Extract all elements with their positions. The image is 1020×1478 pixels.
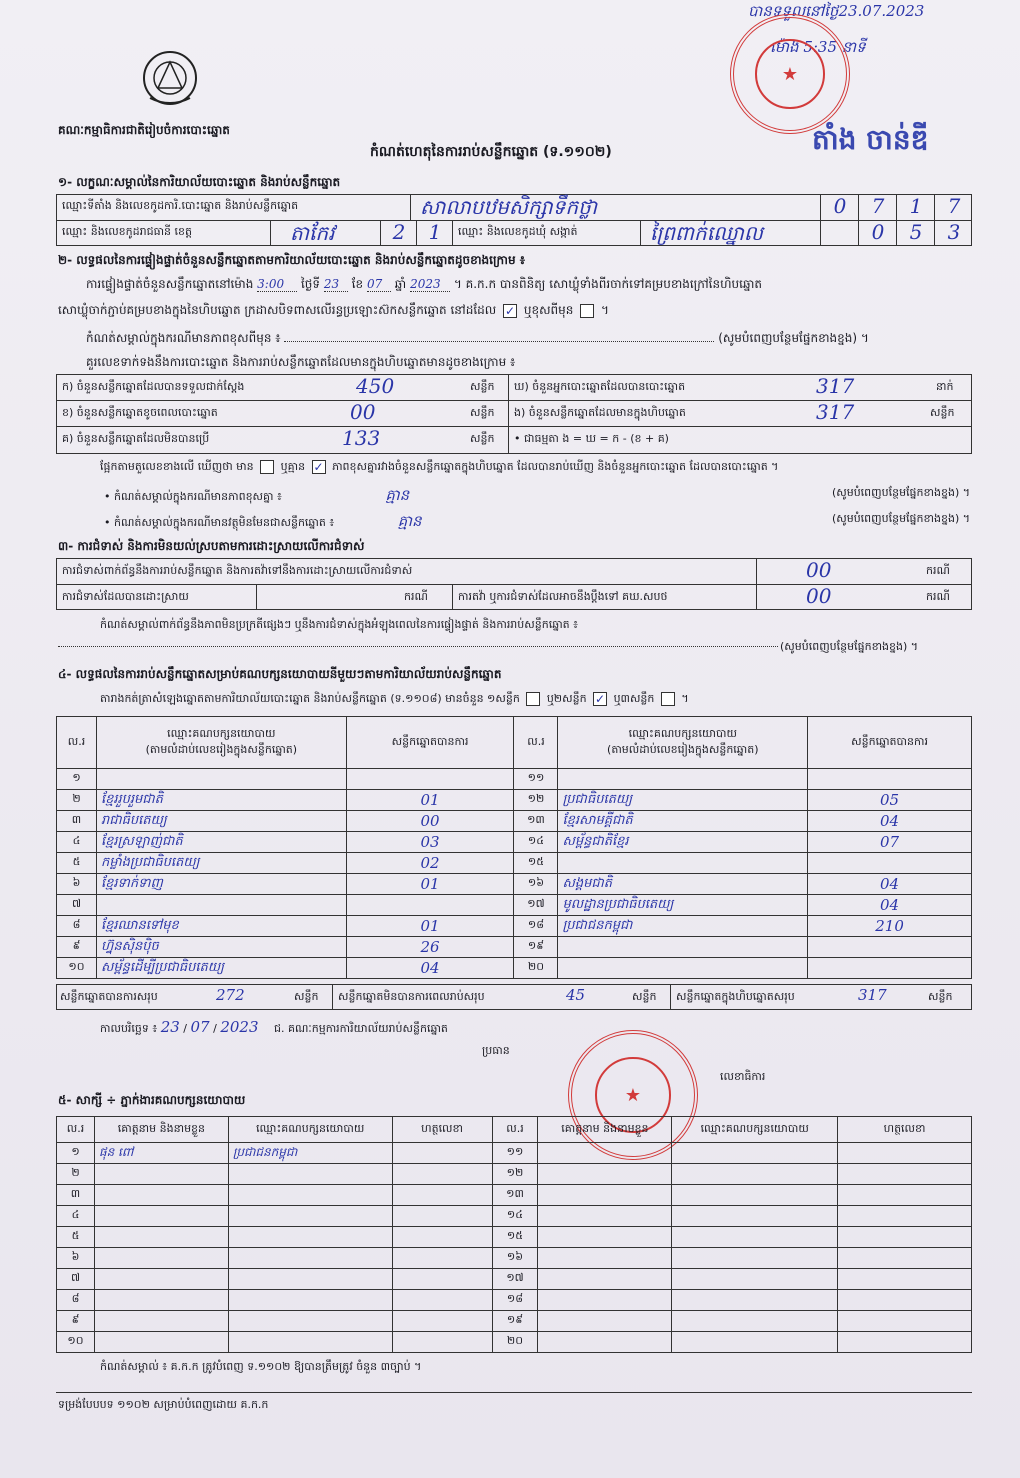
cell-no: ៩ xyxy=(57,937,97,958)
cell-party xyxy=(96,895,346,916)
cell-party xyxy=(228,1164,392,1185)
table-row xyxy=(57,1269,972,1290)
objection-row1-label: ការជំទាស់ពាក់ព័ន្ធនឹងការរាប់សន្លឹកឆ្នោត និងការតវ៉ាទៅនឹងការដោះស្រាយលើការជំទាស់ xyxy=(62,564,413,577)
cell-name xyxy=(538,1164,672,1185)
location-code-digit: 7 xyxy=(871,194,885,218)
section4-title: ៤- លទ្ធផលនៃការរាប់សន្លឹកឆ្នោតសម្រាប់គណបក្សនយោបាយនីមួយៗតាមការិយាល័យរាប់សន្លឹកឆ្នោត xyxy=(58,667,502,681)
para1-text: ការផ្ទៀងផ្ទាត់ចំនួនសន្លឹកឆ្នោតនៅម៉ោង xyxy=(86,277,254,291)
para1-day-label: ថ្ងៃទី xyxy=(301,277,321,291)
cell-party: សង្គមជាតិ xyxy=(558,874,808,895)
cell-no: ៩ xyxy=(57,1311,95,1332)
cell-votes: 01 xyxy=(346,790,514,811)
cell-party: ប្រជាជនកម្ពុជា xyxy=(558,916,808,937)
count-c-value: 133 xyxy=(342,426,381,450)
cell-party: ខ្មែរសាមគ្គីជាតិ xyxy=(558,811,808,832)
table-row xyxy=(57,958,972,979)
col-no: ល.រ xyxy=(492,1117,538,1143)
unit-label: សន្លឹក xyxy=(470,406,495,419)
col-party: ឈ្មោះគណបក្សនយោបាយ xyxy=(672,1117,838,1143)
cell-votes xyxy=(808,958,972,979)
cell-no: ១៧ xyxy=(514,895,558,916)
cell-name xyxy=(538,1227,672,1248)
discrepancy-line xyxy=(100,460,778,476)
col-no: ល.រ xyxy=(57,717,97,769)
cell-name: ផុន ពៅ xyxy=(94,1143,228,1164)
col-votes: សន្លឹកឆ្នោតបានការ xyxy=(346,717,514,769)
count-a-value: 450 xyxy=(356,374,395,398)
unit-label: ករណី xyxy=(926,564,950,577)
cell-name xyxy=(538,1332,672,1353)
fill-note: (សូមបំពេញបន្ថែមផ្នែកខាងខ្នង) ។ xyxy=(718,331,869,345)
cell-sign xyxy=(392,1206,492,1227)
table-row xyxy=(57,895,972,916)
objection-row2-value: 00 xyxy=(806,584,832,608)
count-e-value: 317 xyxy=(816,400,855,424)
cell-party: សម្ព័ន្ធជាតិខ្មែរ xyxy=(558,832,808,853)
note1-line xyxy=(104,486,970,508)
col-party-sub: (តាមលំដាប់លេខរៀងក្នុងសន្លឹកឆ្នោត) xyxy=(145,742,298,756)
three-sheet-checkbox[interactable] xyxy=(661,692,675,706)
note1-value: គ្មាន xyxy=(385,486,410,504)
cell-name xyxy=(94,1248,228,1269)
fill-note: (សូមបំពេញបន្ថែមផ្នែកខាងខ្នង) ។ xyxy=(831,512,970,525)
fill-note: (សូមបំពេញបន្ថែមផ្នែកខាងខ្នង) ។ xyxy=(780,640,919,653)
cell-name xyxy=(538,1143,672,1164)
witness-table xyxy=(56,1116,972,1353)
count-e-label: ង) ចំនួនសន្លឹកឆ្នោតដែលមានក្នុងហិបឆ្នោត xyxy=(514,406,686,419)
province-name: តាកែវ xyxy=(290,221,335,245)
valid-total-value: 272 xyxy=(216,986,245,1004)
para1-text-e: ឬខុសពីមុន xyxy=(523,303,574,317)
cell-no: ២០ xyxy=(492,1332,538,1353)
cell-name xyxy=(538,1206,672,1227)
cell-no: ១៧ xyxy=(492,1269,538,1290)
objection-row2-label: ការជំទាស់ដែលបានដោះស្រាយ xyxy=(62,590,189,603)
cell-sign xyxy=(838,1290,972,1311)
cell-no: ៧ xyxy=(57,1269,95,1290)
discrepancy-text-c: ភាពខុសគ្នារវាងចំនួនសន្លឹកឆ្នោតក្នុងហិបឆ្នោត ដែលបានរាប់ឃើញ និងចំនួនអ្នកបោះឆ្នោត ដែលបានបោះឆ្នោត ។ xyxy=(332,460,779,473)
section1-title: ១- លក្ខណៈសម្គាល់នៃការិយាល័យបោះឆ្នោត និងរាប់សន្លឹកឆ្នោត xyxy=(58,175,341,189)
cell-name xyxy=(94,1332,228,1353)
para1-text-d: សោឃ្លុំចាក់ភ្ជាប់គម្របខាងក្នុងនៃហិបឆ្នោត ក្រដាសបិទពាសលើរន្ធប្រឡោះស៊កសន្លឹកឆ្នោត នៅដដែល xyxy=(58,303,497,317)
cell-party: កម្លាំងប្រជាធិបតេយ្យ xyxy=(96,853,346,874)
date-label: កាលបរិច្ឆេទ ៖ xyxy=(100,1022,158,1035)
province-label: ឈ្មោះ និងលេខកូដរាជធានី ខេត្ត xyxy=(62,225,192,238)
cell-no: ១ xyxy=(57,769,97,790)
cell-sign xyxy=(392,1248,492,1269)
cell-no: ១៩ xyxy=(514,937,558,958)
table-row xyxy=(57,853,972,874)
cell-no: ២ xyxy=(57,1164,95,1185)
cell-no: ១០ xyxy=(57,1332,95,1353)
has-discrepancy-checkbox[interactable] xyxy=(260,460,274,474)
col-name: គោត្តនាម និងនាមខ្លួន xyxy=(538,1117,672,1143)
cell-no: ១៥ xyxy=(492,1227,538,1248)
form-note: ទម្រង់បែបបទ ១១០២ សម្រាប់បំពេញដោយ គ.ក.ក xyxy=(58,1398,269,1411)
cell-name xyxy=(538,1290,672,1311)
cell-sign xyxy=(392,1185,492,1206)
objection-row2-mid: ការតវ៉ា ឬការជំទាស់ដែលអាចនឹងប្តឹងទៅ គឃ.សបថ xyxy=(458,590,668,603)
cell-party xyxy=(672,1227,838,1248)
cell-party xyxy=(672,1290,838,1311)
table-row xyxy=(57,1311,972,1332)
table-row xyxy=(57,1332,972,1353)
cell-name xyxy=(94,1227,228,1248)
cell-party: ខ្មែរស្រឡាញ់ជាតិ xyxy=(96,832,346,853)
unit-label: សន្លឹក xyxy=(928,990,953,1003)
tally-intro: តារាងកត់ត្រាសំឡេងឆ្នោតតាមការិយាល័យបោះឆ្នោត និងរាប់សន្លឹកឆ្នោត (ទ.១១០៨) មានចំនួន ១សន្លឹក ឬ២សន្លឹក ✓ ឬ៣សន្លឹក ។ xyxy=(100,692,689,706)
tally-intro-text: តារាងកត់ត្រាសំឡេងឆ្នោតតាមការិយាល័យបោះឆ្នោត និងរាប់សន្លឹកឆ្នោត (ទ.១១០៨) មានចំនួន ១សន្លឹក xyxy=(100,692,520,705)
chair-label: ប្រធាន xyxy=(482,1044,510,1057)
table-row xyxy=(57,790,972,811)
cell-no: ១៥ xyxy=(514,853,558,874)
cell-party: មូលដ្ឋានប្រជាធិបតេយ្យ xyxy=(558,895,808,916)
objection-row1-value: 00 xyxy=(806,558,832,582)
two-sheet-checkbox[interactable]: ✓ xyxy=(595,692,606,706)
cell-party xyxy=(228,1269,392,1290)
counts-intro: គួរលេខទាក់ទងនឹងការបោះឆ្នោត និងការរាប់សន្លឹកឆ្នោតដែលមានក្នុងហិបឆ្នោតមានដូចខាងក្រោម ៖ xyxy=(86,355,516,369)
para1-month-label: ខែ xyxy=(351,277,364,291)
cell-party xyxy=(558,937,808,958)
table-row xyxy=(57,1248,972,1269)
cell-party xyxy=(228,1332,392,1353)
unit-label: សន្លឹក xyxy=(632,990,657,1003)
box-total-label: សន្លឹកឆ្នោតក្នុងហិបឆ្នោតសរុប xyxy=(676,990,795,1003)
commune-code-digit: 5 xyxy=(909,220,923,244)
cell-sign xyxy=(392,1332,492,1353)
cell-party: រាជាធិបតេយ្យ xyxy=(96,811,346,832)
commune-code-digit: 3 xyxy=(947,220,961,244)
cell-no: ១២ xyxy=(514,790,558,811)
table-row xyxy=(57,937,972,958)
count-d-label: ឃ) ចំនួនអ្នកបោះឆ្នោតដែលបានបោះឆ្នោត xyxy=(514,380,686,393)
cell-party xyxy=(672,1269,838,1290)
cell-sign xyxy=(392,1164,492,1185)
cell-party xyxy=(228,1311,392,1332)
count-d-value: 317 xyxy=(816,374,855,398)
cell-votes: 00 xyxy=(346,811,514,832)
note2-line xyxy=(104,512,970,534)
cell-party xyxy=(672,1332,838,1353)
cell-name xyxy=(94,1269,228,1290)
cell-sign xyxy=(838,1164,972,1185)
cell-votes: 04 xyxy=(808,895,972,916)
table-row xyxy=(57,1206,972,1227)
date-year: 2023 xyxy=(220,1018,259,1036)
no-discrepancy-checkbox[interactable]: ✓ xyxy=(313,460,324,474)
cell-votes: 03 xyxy=(346,832,514,853)
invalid-total-label: សន្លឹកឆ្នោតមិនបានការពេលរាប់សរុប xyxy=(338,990,485,1003)
unit-label: សន្លឹក xyxy=(470,432,495,445)
table-row xyxy=(57,874,972,895)
year-value: 2023 xyxy=(410,277,450,292)
table-row xyxy=(57,1185,972,1206)
cell-party xyxy=(228,1206,392,1227)
cell-sign xyxy=(392,1311,492,1332)
commune-label: ឈ្មោះ និងលេខកូដឃុំ សង្កាត់ xyxy=(458,225,578,238)
table-row xyxy=(57,1143,972,1164)
cell-no: ៦ xyxy=(57,874,97,895)
col-no: ល.រ xyxy=(514,717,558,769)
table-row xyxy=(57,832,972,853)
cell-party xyxy=(558,853,808,874)
count-b-value: 00 xyxy=(350,400,376,424)
cell-party xyxy=(558,769,808,790)
cell-no: ៥ xyxy=(57,1227,95,1248)
note2-value: គ្មាន xyxy=(397,512,422,530)
cell-name xyxy=(538,1269,672,1290)
cell-sign xyxy=(838,1143,972,1164)
table-row xyxy=(57,1164,972,1185)
location-code-digit: 0 xyxy=(833,194,847,218)
official-stamp-bottom: ★ xyxy=(568,1030,698,1160)
three-sheet-label: ឬ៣សន្លឹក xyxy=(613,692,655,705)
cell-party xyxy=(672,1311,838,1332)
cell-votes: 07 xyxy=(808,832,972,853)
cell-name xyxy=(94,1164,228,1185)
results-table xyxy=(56,716,972,979)
unit-label: សន្លឹក xyxy=(470,380,495,393)
cell-name xyxy=(94,1290,228,1311)
table-row xyxy=(57,916,972,937)
cell-no: ១៦ xyxy=(492,1248,538,1269)
col-party-title: ឈ្មោះគណបក្សនយោបាយ xyxy=(628,726,737,740)
intact-checkbox[interactable]: ✓ xyxy=(504,303,516,318)
date-day: 23 xyxy=(160,1018,180,1036)
cell-votes: 01 xyxy=(346,874,514,895)
note2-label: • កំណត់សម្គាល់ក្នុងករណីមានវត្ថុមិនមែនជាសន្លឹកឆ្នោត ៖ xyxy=(104,516,335,529)
cell-no: ១៣ xyxy=(492,1185,538,1206)
cell-party xyxy=(672,1143,838,1164)
cell-name xyxy=(94,1185,228,1206)
cell-votes xyxy=(346,769,514,790)
cell-votes: 01 xyxy=(346,916,514,937)
location-code-digit: 1 xyxy=(909,194,923,218)
cell-party xyxy=(228,1185,392,1206)
two-sheet-label: ឬ២សន្លឹក xyxy=(546,692,587,705)
totals-box xyxy=(56,984,972,1010)
cell-sign xyxy=(392,1143,492,1164)
section2-title: ២- លទ្ធផលនៃការផ្ទៀងផ្ទាត់ចំនួនសន្លឹកឆ្នោតតាមការិយាល័យបោះឆ្នោត និងរាប់សន្លឹកឆ្នោតដូចខាងក្រោម ៖ xyxy=(58,253,526,267)
cell-sign xyxy=(392,1290,492,1311)
cell-party xyxy=(672,1185,838,1206)
count-b-label: ខ) ចំនួនសន្លឹកឆ្នោតខូចពេលបោះឆ្នោត xyxy=(62,406,218,419)
unit-label: នាក់ xyxy=(936,380,954,393)
section5-title: ៥- សាក្សី ÷ ភ្នាក់ងារគណបក្សនយោបាយ xyxy=(58,1093,246,1107)
cell-no: ១២ xyxy=(492,1164,538,1185)
commune-code-digit: 0 xyxy=(871,220,885,244)
cell-no: ១១ xyxy=(492,1143,538,1164)
cell-sign xyxy=(838,1185,972,1206)
cell-party: ខ្មែរទាក់ទាញ xyxy=(96,874,346,895)
signoff-text: ជ. គណៈកម្មការការិយាល័យរាប់សន្លឹកឆ្នោត xyxy=(274,1022,448,1035)
cell-no: ១៤ xyxy=(492,1206,538,1227)
col-name: គោត្តនាម និងនាមខ្លួន xyxy=(94,1117,228,1143)
cell-party: ប្រជាធិបតេយ្យ xyxy=(558,790,808,811)
cell-sign xyxy=(838,1206,972,1227)
cell-name xyxy=(94,1311,228,1332)
location-code-digit: 7 xyxy=(947,194,961,218)
date-month: 07 xyxy=(190,1018,210,1036)
cell-party xyxy=(96,769,346,790)
note1-label: • កំណត់សម្គាល់ក្នុងករណីមានភាពខុសគ្នា ៖ xyxy=(104,490,282,503)
diff-note-label: កំណត់សម្គាល់ក្នុងករណីមានភាពខុសពីមុន ៖ xyxy=(86,331,281,345)
date-line: កាលបរិច្ឆេទ ៖ 23 / 07 / 2023 ជ. គណៈកម្មការការិយាល័យរាប់សន្លឹកឆ្នោត xyxy=(100,1018,448,1036)
cell-party xyxy=(228,1248,392,1269)
official-stamp-top: ★ xyxy=(730,14,850,134)
cell-sign xyxy=(392,1227,492,1248)
section2-para1-line xyxy=(86,276,762,294)
nec-emblem-icon xyxy=(140,48,200,110)
cell-no: ១៤ xyxy=(514,832,558,853)
discrepancy-text-a: ផ្អែកតាមតួលេខខាងលើ ឃើញថា មាន xyxy=(100,460,254,473)
cell-no: ១៨ xyxy=(514,916,558,937)
unit-label: សន្លឹក xyxy=(930,406,955,419)
cell-name xyxy=(538,1185,672,1206)
valid-total-label: សន្លឹកឆ្នោតបានការសរុប xyxy=(60,990,158,1003)
invalid-total-value: 45 xyxy=(566,986,586,1004)
cell-no: ៤ xyxy=(57,1206,95,1227)
cell-party xyxy=(672,1164,838,1185)
cell-no: ៤ xyxy=(57,832,97,853)
committee-name: គណៈកម្មាធិការជាតិរៀបចំការបោះឆ្នោត xyxy=(58,123,230,137)
cell-no: ៣ xyxy=(57,1185,95,1206)
cell-votes: 02 xyxy=(346,853,514,874)
cell-party xyxy=(672,1248,838,1269)
cell-party: ប្រជាជនកម្ពុជា xyxy=(228,1143,392,1164)
cell-no: ២ xyxy=(57,790,97,811)
count-c-label: គ) ចំនួនសន្លឹកឆ្នោតដែលមិនបានប្រើ xyxy=(62,432,210,445)
section1-location-label: ឈ្មោះទីតាំង និងលេខកូដការិ.បោះឆ្នោត និងរាប់សន្លឹកឆ្នោត xyxy=(62,199,299,212)
province-code-digit: 2 xyxy=(392,220,406,244)
form-title: កំណត់ហេតុនៃការរាប់សន្លឹកឆ្នោត (ទ.១១០២) xyxy=(370,144,612,160)
section2-para1-line2: សោឃ្លុំចាក់ភ្ជាប់គម្របខាងក្នុងនៃហិបឆ្នោត ក្រដាសបិទពាសលើរន្ធប្រឡោះស៊កសន្លឹកឆ្នោត នៅដដែល ✓ ឬខុសពីមុន ។ xyxy=(58,303,609,318)
cell-sign xyxy=(838,1227,972,1248)
cell-no: ៥ xyxy=(57,853,97,874)
cell-name xyxy=(538,1311,672,1332)
cell-no: ១ xyxy=(57,1143,95,1164)
table-row xyxy=(57,1227,972,1248)
fill-note: (សូមបំពេញបន្ថែមផ្នែកខាងខ្នង) ។ xyxy=(831,486,970,499)
count-a-label: ក) ចំនួនសន្លឹកឆ្នោតដែលបានទទួលជាក់ស្តែង xyxy=(62,380,245,393)
cell-no: ៨ xyxy=(57,916,97,937)
received-time: ម៉ោង 5:35 នាទី xyxy=(770,38,866,56)
cell-no: ១៣ xyxy=(514,811,558,832)
box-total-value: 317 xyxy=(858,986,887,1004)
month-value: 07 xyxy=(367,277,391,292)
para1-text-c: ។ គ.ក.ក បានពិនិត្យ សោឃ្លុំទាំងពីរចាក់ទៅគម្របខាងក្រៅនៃហិបឆ្នោត xyxy=(453,277,763,291)
cell-no: ១០ xyxy=(57,958,97,979)
table-row xyxy=(57,1290,972,1311)
received-note: បានទទួលនៅថ្ងៃ23.07.2023 xyxy=(748,2,925,20)
col-no: ល.រ xyxy=(57,1117,95,1143)
cell-votes xyxy=(808,937,972,958)
cell-votes: 04 xyxy=(346,958,514,979)
cell-votes: 04 xyxy=(808,811,972,832)
commune-name: ព្រៃពាក់ឈ្នោល xyxy=(650,221,763,245)
cell-sign xyxy=(838,1248,972,1269)
cell-votes xyxy=(808,769,972,790)
cell-party: សម្ព័ន្ធដើម្បីប្រជាធិបតេយ្យ xyxy=(96,958,346,979)
cell-no: ៨ xyxy=(57,1290,95,1311)
cell-party: ហ្វ៊ុនស៊ិនប៉ិច xyxy=(96,937,346,958)
cell-name xyxy=(538,1248,672,1269)
changed-checkbox[interactable] xyxy=(580,304,594,318)
unit-label: ករណី xyxy=(404,590,428,603)
section3-title: ៣- ការជំទាស់ និងការមិនយល់ស្របតាមការដោះស្រាយលើការជំទាស់ xyxy=(58,539,365,553)
cell-no: ១៨ xyxy=(492,1290,538,1311)
col-party xyxy=(96,717,346,769)
col-party: ឈ្មោះគណបក្សនយោបាយ xyxy=(228,1117,392,1143)
cell-party xyxy=(228,1227,392,1248)
cell-sign xyxy=(838,1269,972,1290)
cell-name xyxy=(94,1206,228,1227)
secretary-label: លេខាធិការ xyxy=(720,1070,766,1083)
footer-note: កំណត់សម្គាល់ ៖ គ.ក.ក ត្រូវបំពេញ ទ.១១០២ ឱ្យបានត្រឹមត្រូវ ចំនួន ៣ច្បាប់ ។ xyxy=(100,1360,422,1373)
cell-party xyxy=(672,1206,838,1227)
cell-sign xyxy=(392,1269,492,1290)
one-sheet-checkbox[interactable] xyxy=(526,692,540,706)
cell-votes xyxy=(346,895,514,916)
col-party-title: ឈ្មោះគណបក្សនយោបាយ xyxy=(167,726,276,740)
col-sign: ហត្ថលេខា xyxy=(838,1117,972,1143)
location-name: សាលាបឋមសិក្សាទឹកថ្លា xyxy=(420,195,598,219)
discrepancy-text-b: ឬគ្មាន xyxy=(280,460,306,473)
diff-note-line xyxy=(86,330,966,348)
cell-votes: 210 xyxy=(808,916,972,937)
cell-no: ៦ xyxy=(57,1248,95,1269)
cell-no: ១១ xyxy=(514,769,558,790)
formula: • ជាធម្មតា ង = ឃ = ក - (ខ + គ) xyxy=(514,432,669,445)
table-row xyxy=(57,811,972,832)
cell-no: ៧ xyxy=(57,895,97,916)
signer-name: តាំង ចាន់ឌី xyxy=(812,123,929,156)
col-party-sub: (តាមលំដាប់លេខរៀងក្នុងសន្លឹកឆ្នោត) xyxy=(607,742,759,756)
col-sign: ហត្ថលេខា xyxy=(392,1117,492,1143)
cell-sign xyxy=(838,1332,972,1353)
cell-party: ខ្មែរឈានទៅមុខ xyxy=(96,916,346,937)
unit-label: ករណី xyxy=(926,590,950,603)
cell-party: ខ្មែររួបរួមជាតិ xyxy=(96,790,346,811)
unit-label: សន្លឹក xyxy=(294,990,319,1003)
cell-votes: 05 xyxy=(808,790,972,811)
col-party xyxy=(558,717,808,769)
table-row xyxy=(57,769,972,790)
cell-votes: 04 xyxy=(808,874,972,895)
cell-no: ១៦ xyxy=(514,874,558,895)
cell-party xyxy=(228,1290,392,1311)
cell-party xyxy=(558,958,808,979)
note-dots xyxy=(58,646,778,647)
day-value: 23 xyxy=(324,277,348,292)
time-value: 3:00 xyxy=(257,277,297,292)
cell-no: ២០ xyxy=(514,958,558,979)
col-votes: សន្លឹកឆ្នោតបានការ xyxy=(808,717,972,769)
irregularity-note-label: កំណត់សម្គាល់ពាក់ព័ន្ធនឹងភាពមិនប្រក្រតីផ្សេងៗ ឬនឹងការជំទាស់ក្នុងអំឡុងពេលនៃការផ្ទៀងផ្ទាត់ និងការរាប់សន្លឹកឆ្នោត ៖ xyxy=(100,618,578,631)
cell-votes xyxy=(808,853,972,874)
cell-no: ១៩ xyxy=(492,1311,538,1332)
para1-year-label: ឆ្នាំ xyxy=(394,277,407,291)
cell-sign xyxy=(838,1311,972,1332)
province-code-digit: 1 xyxy=(428,220,442,244)
cell-no: ៣ xyxy=(57,811,97,832)
cell-votes: 26 xyxy=(346,937,514,958)
